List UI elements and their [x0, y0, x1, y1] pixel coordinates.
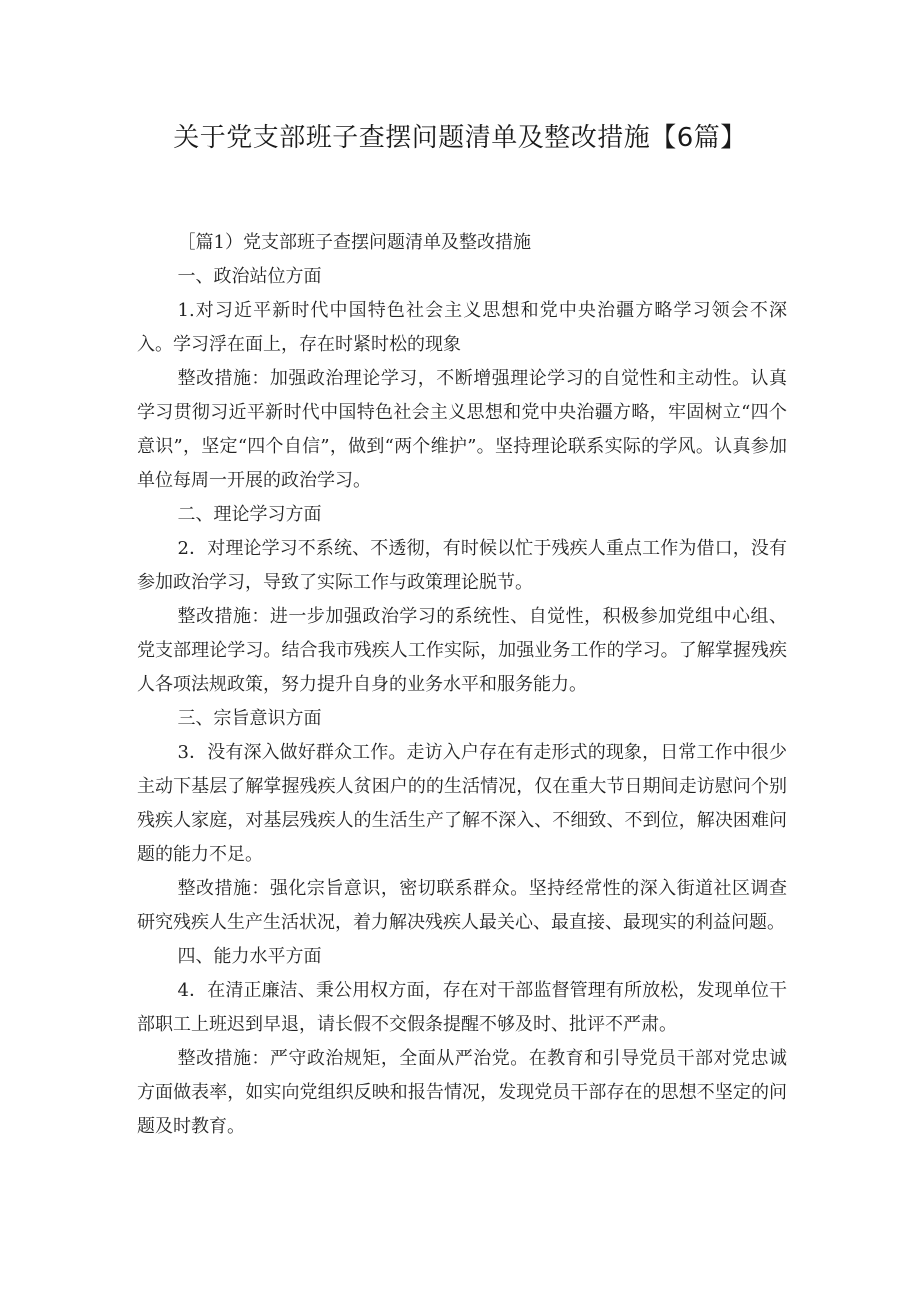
document-title: 关于党支部班子查摆问题清单及整改措施【6篇】	[173, 123, 747, 153]
problem-paragraph: 1.对习近平新时代中国特色社会主义思想和党中央治疆方略学习领会不深入。学习浮在面上，存在时紧时松的现象	[137, 300, 787, 355]
document-body	[137, 226, 787, 1144]
article-heading: ［篇1）党支部班子查摆问题清单及整改措施	[177, 232, 531, 253]
problem-paragraph: 2．对理论学习不系统、不透彻，有时候以忙于残疾人重点工作为借口，没有参加政治学习，导致了实际工作与政策理论脱节。	[137, 538, 787, 593]
measure-paragraph: 整改措施：强化宗旨意识，密切联系群众。坚持经常性的深入街道社区调查研究残疾人生产生活状况，着力解决残疾人最关心、最直接、最现实的利益问题。	[137, 878, 787, 933]
section-heading: 三、宗旨意识方面	[177, 708, 322, 729]
measure-paragraph: 整改措施：加强政治理论学习，不断增强理论学习的自觉性和主动性。认真学习贯彻习近平新时代中国特色社会主义思想和党中央治疆方略，牢固树立“四个意识”，坚定“四个自信”，做到“两个维护”。坚持理论联系实际的学风。认真参加单位每周一开展的政治学习。	[137, 368, 787, 491]
section-heading: 一、政治站位方面	[177, 266, 322, 287]
problem-paragraph: 4．在清正廉洁、秉公用权方面，存在对干部监督管理有所放松，发现单位干部职工上班迟到早退，请长假不交假条提醒不够及时、批评不严肃。	[137, 980, 787, 1035]
section-heading: 四、能力水平方面	[177, 946, 322, 967]
measure-paragraph: 整改措施：进一步加强政治学习的系统性、自觉性，积极参加党组中心组、党支部理论学习。结合我市残疾人工作实际，加强业务工作的学习。了解掌握残疾人各项法规政策，努力提升自身的业务水平和服务能力。	[137, 606, 787, 695]
measure-paragraph: 整改措施：严守政治规矩，全面从严治党。在教育和引导党员干部对党忠诚方面做表率，如实向党组织反映和报告情况，发现党员干部存在的思想不坚定的问题及时教育。	[137, 1048, 787, 1137]
problem-paragraph: 3．没有深入做好群众工作。走访入户存在有走形式的现象，日常工作中很少主动下基层了解掌握残疾人贫困户的的生活情况，仅在重大节日期间走访慰问个别残疾人家庭，对基层残疾人的生活生产了解不深入、不细致、不到位，解决困难问题的能力不足。	[137, 742, 787, 865]
section-heading: 二、理论学习方面	[177, 504, 322, 525]
